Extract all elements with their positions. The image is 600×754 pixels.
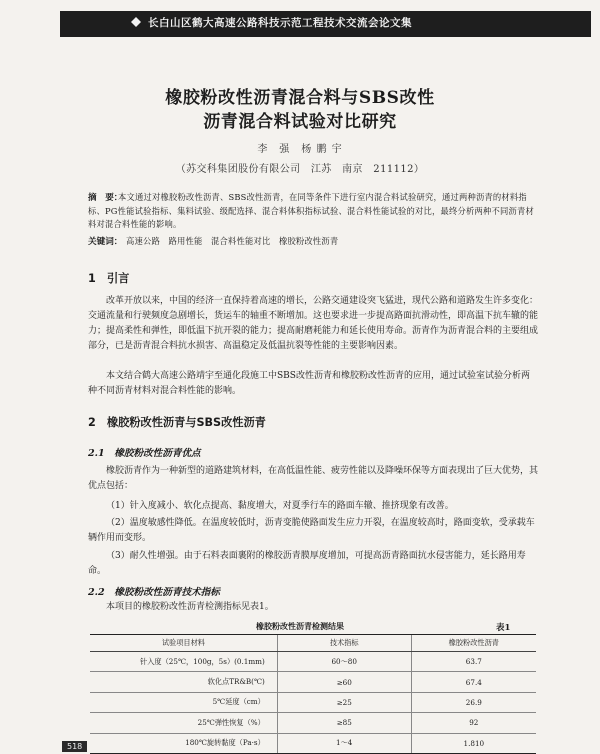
table-cell: 1.810 <box>411 733 536 753</box>
authors: 李 强 杨 鹏 宇 <box>257 144 343 155</box>
table-row <box>90 672 536 692</box>
table-cell: 180℃旋转黏度（Pa·s） <box>90 733 277 753</box>
table-header-cell: 试验项目材料 <box>90 635 277 652</box>
table-header-cell: 技术指标 <box>277 635 411 652</box>
list-item: （2）温度敏感性降低。在温度较低时，沥青变脆使路面发生应力开裂，在温度较高时，路面变软，受承载车辆作用而变形。 <box>88 518 535 543</box>
keywords-label: 关键词： <box>88 237 123 247</box>
paper-title-line2: 沥青混合料试验对比研究 <box>203 112 397 132</box>
paper-title-line1: 橡胶粉改性沥青混合料与SBS改性 <box>165 88 435 108</box>
page-number: 518 <box>62 741 87 752</box>
list-item: （3）耐久性增强。由于石料表面裹附的橡胶沥青膜厚度增加，可提高沥青路面抗水侵害能力，延长路用寿命。 <box>88 551 526 576</box>
data-table <box>90 634 536 754</box>
table-label: 表1 <box>496 623 511 633</box>
table-row <box>90 713 536 733</box>
table-cell: ≥25 <box>277 692 411 712</box>
abstract-text: 本文通过对橡胶粉改性沥青、SBS改性沥青，在同等条件下进行室内混合料试验研究，通过两种沥青的材料指标、PG性能试验指标、集料试验、级配选择、混合料体积指标试验、混合料性能试验的对比，最终分析两种不同沥青材料对混合料性能的影响。 <box>88 192 534 229</box>
table-caption: 橡胶粉改性沥青检测结果 <box>256 621 344 631</box>
table-cell: 1～4 <box>277 733 411 753</box>
table-cell: ≥85 <box>277 713 411 733</box>
table-header-cell: 橡胶粉改性沥青 <box>411 635 536 652</box>
subsection-2-2-paragraph: 本项目的橡胶粉改性沥青检测指标见表1。 <box>106 602 274 612</box>
table-cell: 26.9 <box>411 692 536 712</box>
table-cell: 63.7 <box>411 652 536 672</box>
journal-title: 长白山区鹤大高速公路科技示范工程技术交流会论文集 <box>148 17 412 29</box>
table-cell: 软化点TR&B(℃) <box>90 672 277 692</box>
keywords-text: 高速公路 路用性能 混合料性能对比 橡胶粉改性沥青 <box>126 236 339 246</box>
table-cell: 67.4 <box>411 672 536 692</box>
table-row <box>90 733 536 753</box>
table-cell: 92 <box>411 713 536 733</box>
section-1-heading: 1 引言 <box>88 272 130 285</box>
table-cell: 5℃延度（cm） <box>90 692 277 712</box>
table-cell: ≥60 <box>277 672 411 692</box>
affiliation: （苏交科集团股份有限公司 江苏 南京 211112） <box>175 164 425 175</box>
table-cell: 25℃弹性恢复（%） <box>90 713 277 733</box>
abstract-label: 摘 要： <box>88 193 123 203</box>
table-cell: 60～80 <box>277 652 411 672</box>
table-header-row <box>90 635 536 652</box>
section-1-paragraph-2: 本文结合鹤大高速公路靖宇至通化段施工中SBS改性沥青和橡胶粉改性沥青的应用，通过试验室试验分析两种不同沥青材料对混合料性能的影响。 <box>88 371 530 396</box>
diamond-icon <box>131 17 141 27</box>
subsection-2-1-paragraph: 橡胶沥青作为一种新型的道路建筑材料，在高低温性能、疲劳性能以及降噪环保等方面表现出了巨大优势，其优点包括： <box>88 466 539 491</box>
table-cell: 针入度（25℃，100g，5s）(0.1mm) <box>90 652 277 672</box>
subsection-2-2-heading: 2.2 橡胶粉改性沥青技术指标 <box>88 587 220 598</box>
section-2-heading: 2 橡胶粉改性沥青与SBS改性沥青 <box>88 416 266 429</box>
table-row <box>90 692 536 712</box>
section-1-paragraph-1: 改革开放以来，中国的经济一直保持着高速的增长，公路交通建设突飞猛进，现代公路和道路发生许多变化：交通流量和行驶频度急剧增长，货运车的轴重不断增加。这也要求进一步提高路面抗滑动性，即高温下抗车辙的能力；提高柔性和弹性，即低温下抗开裂的能力；提高耐磨耗能力和延长使用寿命。沥青作为沥青混合料的主要组成部分，已是沥青混合料抗水损害、高温稳定及低温抗裂等性能的主要影响因素。 <box>88 296 539 351</box>
list-item: （1）针入度减小、软化点提高、黏度增大，对夏季行车的路面车辙、推挤现象有改善。 <box>106 501 454 511</box>
subsection-2-1-heading: 2.1 橡胶粉改性沥青优点 <box>88 448 201 459</box>
table-row <box>90 652 536 672</box>
